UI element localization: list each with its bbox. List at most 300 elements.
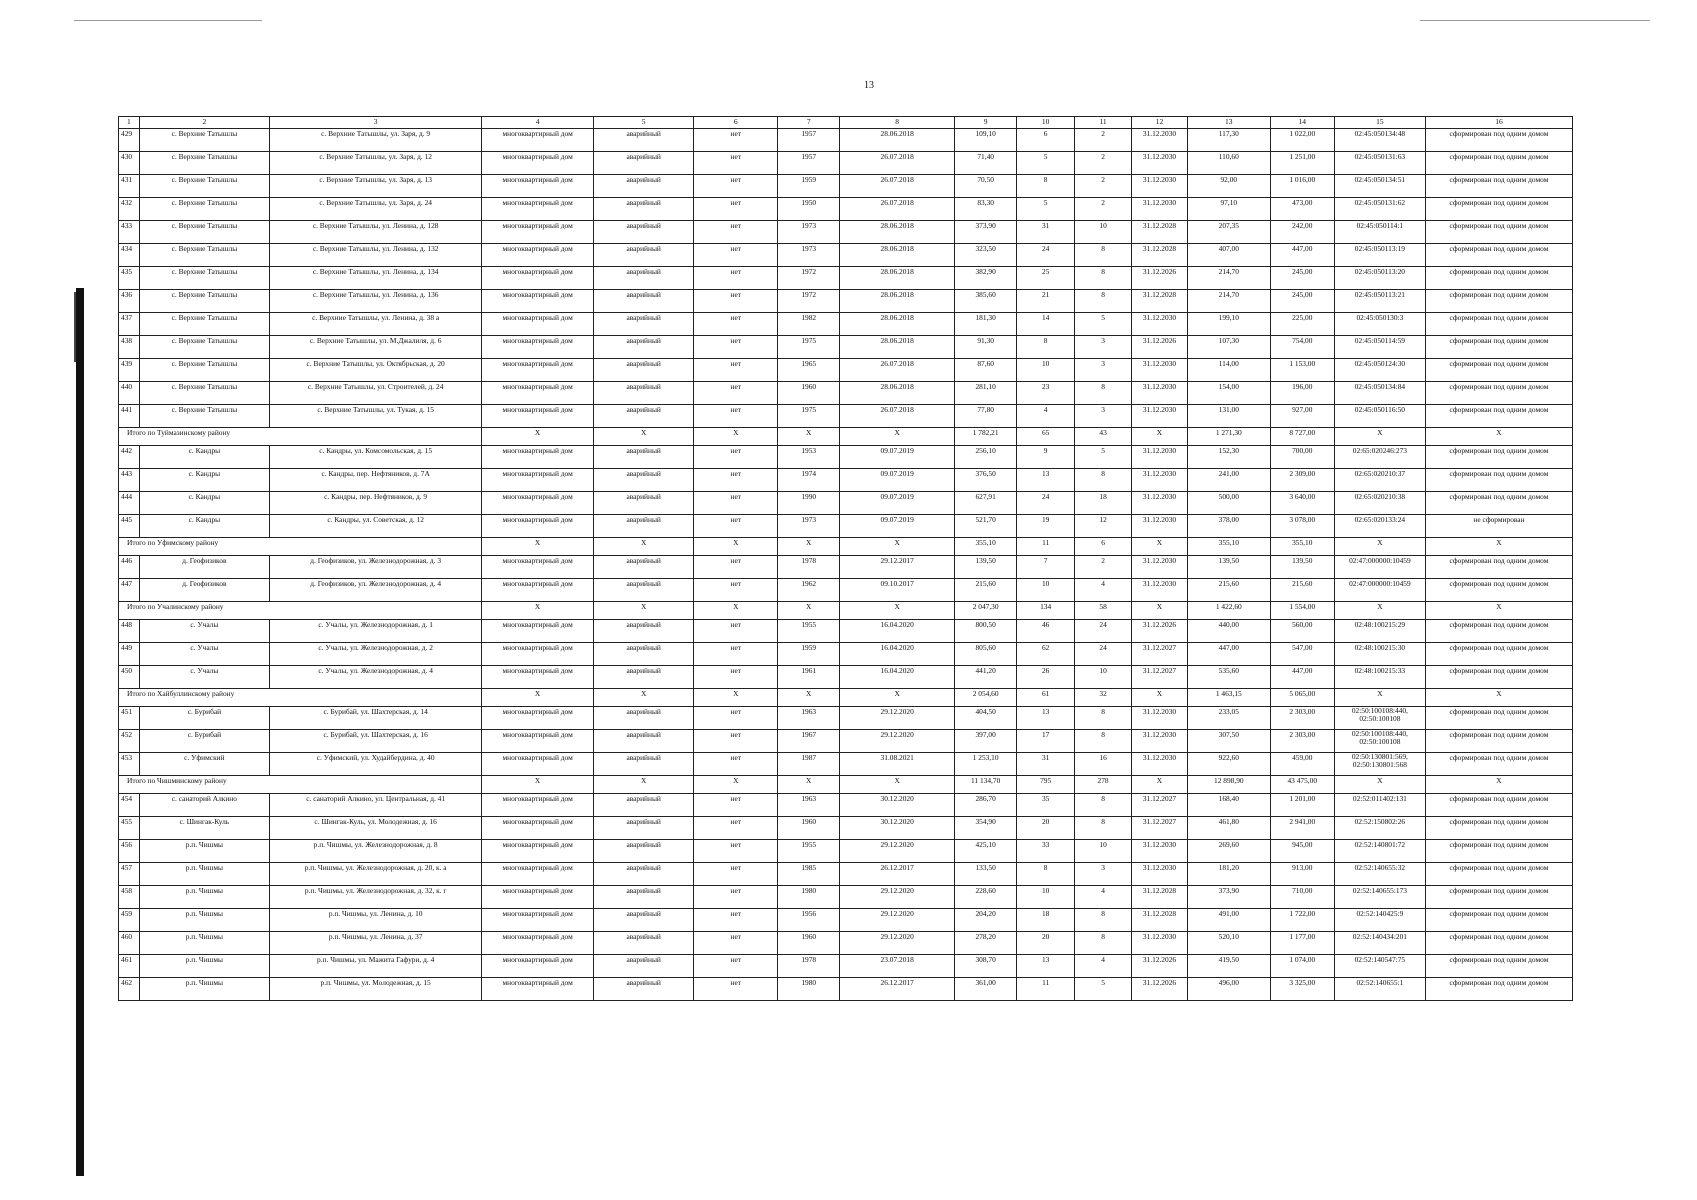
table-row: [119, 978, 1573, 1001]
column-header: 8: [840, 117, 955, 129]
table-cell: 1987: [778, 753, 840, 776]
table-cell: с. Верхние Татышлы, ул. Ленина, д. 38 а: [270, 313, 482, 336]
table-cell: 117,30: [1187, 129, 1270, 152]
total-cell: 1 271,30: [1187, 428, 1270, 446]
table-cell: 376,50: [955, 469, 1017, 492]
table-row: [119, 955, 1573, 978]
table-cell: аварийный: [593, 267, 693, 290]
table-cell: многоквартирный дом: [482, 198, 594, 221]
table-cell: 87,60: [955, 359, 1017, 382]
table-cell: сформирован под одним домом: [1425, 290, 1572, 313]
table-cell: 459: [119, 909, 140, 932]
table-cell: 1962: [778, 579, 840, 602]
table-cell: с. Кандры, пер. Нефтяников, д. 7А: [270, 469, 482, 492]
table-row: [119, 556, 1573, 579]
district-total-label: Итого по Туймазинскому району: [119, 428, 482, 446]
table-cell: 256,10: [955, 446, 1017, 469]
table-cell: 419,50: [1187, 955, 1270, 978]
table-cell: р.п. Чишмы, ул. Железнодорожная, д. 20, к. а: [270, 863, 482, 886]
table-cell: сформирован под одним домом: [1425, 643, 1572, 666]
table-cell: с. Кандры: [139, 469, 269, 492]
table-cell: 8: [1075, 730, 1132, 753]
table-cell: 710,00: [1270, 886, 1334, 909]
table-cell: 28.06.2018: [840, 290, 955, 313]
table-cell: аварийный: [593, 978, 693, 1001]
table-cell: нет: [694, 863, 778, 886]
total-cell: X: [1132, 776, 1188, 794]
table-cell: 452: [119, 730, 140, 753]
table-cell: 5: [1017, 198, 1075, 221]
table-cell: 430: [119, 152, 140, 175]
table-cell: 26.07.2018: [840, 359, 955, 382]
table-cell: 453: [119, 753, 140, 776]
table-cell: 26.12.2017: [840, 863, 955, 886]
table-cell: 97,10: [1187, 198, 1270, 221]
table-cell: 02:45:050134:84: [1334, 382, 1425, 405]
table-cell: 3 640,00: [1270, 492, 1334, 515]
table-cell: 02:65:020246:273: [1334, 446, 1425, 469]
table-cell: 02:48:100215:30: [1334, 643, 1425, 666]
total-cell: 11 134,70: [955, 776, 1017, 794]
table-cell: нет: [694, 469, 778, 492]
table-cell: многоквартирный дом: [482, 492, 594, 515]
table-cell: 31: [1017, 221, 1075, 244]
table-cell: многоквартирный дом: [482, 579, 594, 602]
table-cell: 433: [119, 221, 140, 244]
table-cell: 1978: [778, 955, 840, 978]
table-cell: 181,20: [1187, 863, 1270, 886]
table-cell: сформирован под одним домом: [1425, 469, 1572, 492]
table-cell: 31.12.2030: [1132, 753, 1188, 776]
table-cell: 1953: [778, 446, 840, 469]
table-cell: 281,10: [955, 382, 1017, 405]
column-number-row: [119, 117, 1573, 129]
table-cell: 12: [1075, 515, 1132, 538]
table-cell: 754,00: [1270, 336, 1334, 359]
table-cell: 09.07.2019: [840, 446, 955, 469]
table-cell: 26.12.2017: [840, 978, 955, 1001]
table-cell: 31.12.2030: [1132, 313, 1188, 336]
table-cell: 131,00: [1187, 405, 1270, 428]
table-cell: р.п. Чишмы: [139, 909, 269, 932]
table-cell: нет: [694, 382, 778, 405]
table-cell: 31.12.2026: [1132, 267, 1188, 290]
table-row: [119, 707, 1573, 730]
table-cell: с. Верхние Татышлы: [139, 359, 269, 382]
table-cell: нет: [694, 666, 778, 689]
table-cell: р.п. Чишмы: [139, 955, 269, 978]
table-cell: с. Бурибай, ул. Шахтерская, д. 16: [270, 730, 482, 753]
table-cell: многоквартирный дом: [482, 129, 594, 152]
table-cell: 31.12.2027: [1132, 643, 1188, 666]
total-cell: X: [840, 776, 955, 794]
table-cell: 16: [1075, 753, 1132, 776]
table-cell: 02:45:050130:3: [1334, 313, 1425, 336]
table-cell: 33: [1017, 840, 1075, 863]
table-cell: с. Верхние Татышлы: [139, 198, 269, 221]
table-row: [119, 753, 1573, 776]
table-cell: 31.12.2026: [1132, 955, 1188, 978]
table-cell: 447,00: [1270, 666, 1334, 689]
table-cell: сформирован под одним домом: [1425, 753, 1572, 776]
table-cell: нет: [694, 579, 778, 602]
table-cell: 25: [1017, 267, 1075, 290]
table-cell: 1 022,00: [1270, 129, 1334, 152]
table-cell: многоквартирный дом: [482, 267, 594, 290]
table-cell: нет: [694, 290, 778, 313]
table-cell: нет: [694, 643, 778, 666]
table-cell: 02:45:050124:30: [1334, 359, 1425, 382]
table-row: [119, 359, 1573, 382]
total-cell: 795: [1017, 776, 1075, 794]
table-row: [119, 840, 1573, 863]
table-cell: 28.06.2018: [840, 267, 955, 290]
table-row: [119, 515, 1573, 538]
column-header: 14: [1270, 117, 1334, 129]
table-cell: 29.12.2020: [840, 886, 955, 909]
table-cell: 447,00: [1187, 643, 1270, 666]
table-cell: 133,50: [955, 863, 1017, 886]
table-cell: 922,60: [1187, 753, 1270, 776]
table-cell: 3: [1075, 359, 1132, 382]
table-cell: р.п. Чишмы, ул. Железнодорожная, д. 8: [270, 840, 482, 863]
table-cell: 2 303,00: [1270, 707, 1334, 730]
table-cell: 805,60: [955, 643, 1017, 666]
column-header: 12: [1132, 117, 1188, 129]
table-cell: 1974: [778, 469, 840, 492]
table-cell: 441: [119, 405, 140, 428]
table-cell: 31.12.2030: [1132, 469, 1188, 492]
total-cell: 134: [1017, 602, 1075, 620]
table-cell: 378,00: [1187, 515, 1270, 538]
table-cell: 443: [119, 469, 140, 492]
table-cell: нет: [694, 707, 778, 730]
table-cell: с. Верхние Татышлы: [139, 152, 269, 175]
table-cell: 215,60: [1270, 579, 1334, 602]
table-cell: многоквартирный дом: [482, 707, 594, 730]
table-cell: 1985: [778, 863, 840, 886]
table-cell: аварийный: [593, 469, 693, 492]
table-cell: аварийный: [593, 794, 693, 817]
table-cell: 434: [119, 244, 140, 267]
table-cell: 3: [1075, 336, 1132, 359]
table-cell: 436: [119, 290, 140, 313]
table-cell: 1975: [778, 405, 840, 428]
table-cell: 404,50: [955, 707, 1017, 730]
table-cell: 13: [1017, 469, 1075, 492]
table-cell: аварийный: [593, 620, 693, 643]
table-cell: нет: [694, 730, 778, 753]
table-cell: 02:65:020133:24: [1334, 515, 1425, 538]
table-cell: не сформирован: [1425, 515, 1572, 538]
table-cell: аварийный: [593, 753, 693, 776]
table-cell: с. Учалы: [139, 666, 269, 689]
table-cell: 31.12.2027: [1132, 666, 1188, 689]
total-cell: X: [778, 689, 840, 707]
total-cell: X: [1334, 538, 1425, 556]
table-cell: сформирован под одним домом: [1425, 359, 1572, 382]
table-cell: аварийный: [593, 336, 693, 359]
table-cell: 31.12.2026: [1132, 620, 1188, 643]
table-cell: 8: [1075, 909, 1132, 932]
table-cell: 1 253,10: [955, 753, 1017, 776]
table-cell: 438: [119, 336, 140, 359]
table-cell: 278,20: [955, 932, 1017, 955]
total-cell: 43 475,00: [1270, 776, 1334, 794]
table-cell: 02:52:140425:9: [1334, 909, 1425, 932]
table-row: [119, 730, 1573, 753]
table-cell: 462: [119, 978, 140, 1001]
table-cell: 31.12.2030: [1132, 359, 1188, 382]
table-cell: 8: [1075, 267, 1132, 290]
table-cell: 26.07.2018: [840, 152, 955, 175]
table-cell: 473,00: [1270, 198, 1334, 221]
table-cell: сформирован под одним домом: [1425, 932, 1572, 955]
table-cell: 455: [119, 817, 140, 840]
table-cell: 28.06.2018: [840, 244, 955, 267]
column-header: 10: [1017, 117, 1075, 129]
table-cell: с. Верхние Татышлы, ул. Тукая, д. 15: [270, 405, 482, 428]
table-cell: с. Учалы, ул. Железнодорожная, д. 4: [270, 666, 482, 689]
table-cell: с. Кандры, ул. Комсомольская, д. 15: [270, 446, 482, 469]
table-cell: 1960: [778, 382, 840, 405]
table-cell: 20: [1017, 817, 1075, 840]
table-cell: 107,30: [1187, 336, 1270, 359]
district-total-label: Итого по Уфимскому району: [119, 538, 482, 556]
table-cell: с. Верхние Татышлы, ул. Заря, д. 24: [270, 198, 482, 221]
table-cell: сформирован под одним домом: [1425, 267, 1572, 290]
table-cell: 207,35: [1187, 221, 1270, 244]
table-cell: аварийный: [593, 817, 693, 840]
table-cell: 8: [1075, 817, 1132, 840]
table-cell: 1956: [778, 909, 840, 932]
table-cell: 16.04.2020: [840, 620, 955, 643]
column-header: 3: [270, 117, 482, 129]
table-cell: 521,70: [955, 515, 1017, 538]
table-cell: 168,40: [1187, 794, 1270, 817]
table-cell: сформирован под одним домом: [1425, 666, 1572, 689]
table-cell: р.п. Чишмы, ул. Молодежная, д. 15: [270, 978, 482, 1001]
table-cell: с. Верхние Татышлы, ул. Заря, д. 12: [270, 152, 482, 175]
table-cell: 139,50: [1187, 556, 1270, 579]
table-cell: 225,00: [1270, 313, 1334, 336]
table-cell: 431: [119, 175, 140, 198]
table-cell: нет: [694, 244, 778, 267]
table-cell: 02:52:140655:1: [1334, 978, 1425, 1001]
table-cell: многоквартирный дом: [482, 244, 594, 267]
table-cell: 181,30: [955, 313, 1017, 336]
table-cell: 308,70: [955, 955, 1017, 978]
table-cell: аварийный: [593, 175, 693, 198]
table-cell: аварийный: [593, 955, 693, 978]
table-cell: нет: [694, 978, 778, 1001]
table-cell: с. Верхние Татышлы: [139, 244, 269, 267]
table-cell: с. Учалы: [139, 620, 269, 643]
table-cell: аварийный: [593, 359, 693, 382]
table-cell: 2: [1075, 175, 1132, 198]
table-cell: 31.12.2030: [1132, 152, 1188, 175]
table-cell: 458: [119, 886, 140, 909]
table-cell: 09.07.2019: [840, 492, 955, 515]
table-cell: 83,30: [955, 198, 1017, 221]
table-cell: 440,00: [1187, 620, 1270, 643]
table-cell: 02:45:050113:20: [1334, 267, 1425, 290]
table-cell: нет: [694, 175, 778, 198]
table-row: [119, 794, 1573, 817]
table-cell: 46: [1017, 620, 1075, 643]
table-cell: 444: [119, 492, 140, 515]
table-cell: аварийный: [593, 198, 693, 221]
table-cell: 31.12.2030: [1132, 932, 1188, 955]
table-cell: 29.12.2020: [840, 909, 955, 932]
table-cell: 1 201,00: [1270, 794, 1334, 817]
table-cell: 31: [1017, 753, 1075, 776]
table-cell: 373,90: [1187, 886, 1270, 909]
table-cell: 02:65:020210:37: [1334, 469, 1425, 492]
table-cell: аварийный: [593, 446, 693, 469]
table-cell: 241,00: [1187, 469, 1270, 492]
table-cell: 1973: [778, 221, 840, 244]
total-cell: 355,10: [1270, 538, 1334, 556]
total-cell: X: [1425, 538, 1572, 556]
table-cell: аварийный: [593, 152, 693, 175]
table-cell: аварийный: [593, 290, 693, 313]
table-cell: 491,00: [1187, 909, 1270, 932]
table-cell: многоквартирный дом: [482, 221, 594, 244]
table-cell: 1 251,00: [1270, 152, 1334, 175]
table-cell: многоквартирный дом: [482, 336, 594, 359]
column-header: 2: [139, 117, 269, 129]
table-cell: 31.12.2027: [1132, 794, 1188, 817]
table-cell: 1975: [778, 336, 840, 359]
table-cell: 02:52:011402:131: [1334, 794, 1425, 817]
table-cell: 8: [1017, 336, 1075, 359]
table-cell: 1973: [778, 515, 840, 538]
table-cell: 29.12.2020: [840, 840, 955, 863]
table-row: [119, 620, 1573, 643]
table-cell: сформирован под одним домом: [1425, 955, 1572, 978]
table-cell: 8: [1075, 469, 1132, 492]
total-cell: 12 898,90: [1187, 776, 1270, 794]
table-cell: 2: [1075, 129, 1132, 152]
district-total-row: [119, 428, 1573, 446]
total-cell: X: [482, 689, 594, 707]
table-cell: сформирован под одним домом: [1425, 863, 1572, 886]
table-cell: 18: [1017, 909, 1075, 932]
table-cell: 5: [1075, 313, 1132, 336]
table-cell: аварийный: [593, 579, 693, 602]
table-cell: 8: [1075, 382, 1132, 405]
total-cell: 355,10: [1187, 538, 1270, 556]
table-cell: сформирован под одним домом: [1425, 221, 1572, 244]
table-cell: с. Верхние Татышлы: [139, 336, 269, 359]
table-cell: 31.12.2030: [1132, 129, 1188, 152]
table-cell: 23: [1017, 382, 1075, 405]
table-cell: 382,90: [955, 267, 1017, 290]
table-cell: 11: [1017, 978, 1075, 1001]
table-cell: 447,00: [1270, 244, 1334, 267]
table-cell: многоквартирный дом: [482, 932, 594, 955]
table-cell: многоквартирный дом: [482, 978, 594, 1001]
table-cell: р.п. Чишмы: [139, 932, 269, 955]
table-cell: 451: [119, 707, 140, 730]
table-cell: 31.12.2030: [1132, 579, 1188, 602]
table-cell: 29.12.2020: [840, 707, 955, 730]
table-cell: с. Верхние Татышлы, ул. Заря, д. 9: [270, 129, 482, 152]
table-cell: 13: [1017, 955, 1075, 978]
table-cell: многоквартирный дом: [482, 290, 594, 313]
table-cell: с. Учалы: [139, 643, 269, 666]
table-cell: 9: [1017, 446, 1075, 469]
table-cell: с. Верхние Татышлы, ул. Ленина, д. 128: [270, 221, 482, 244]
table-cell: 62: [1017, 643, 1075, 666]
table-cell: аварийный: [593, 932, 693, 955]
table-cell: аварийный: [593, 129, 693, 152]
column-header: 15: [1334, 117, 1425, 129]
total-cell: X: [593, 689, 693, 707]
table-cell: 440: [119, 382, 140, 405]
table-cell: 245,00: [1270, 267, 1334, 290]
table-row: [119, 817, 1573, 840]
table-cell: с. Верхние Татышлы: [139, 129, 269, 152]
table-cell: 114,00: [1187, 359, 1270, 382]
table-cell: 457: [119, 863, 140, 886]
column-header: 7: [778, 117, 840, 129]
table-cell: 26.07.2018: [840, 175, 955, 198]
table-cell: нет: [694, 267, 778, 290]
total-cell: X: [1425, 776, 1572, 794]
table-cell: 196,00: [1270, 382, 1334, 405]
column-header: 16: [1425, 117, 1572, 129]
table-row: [119, 336, 1573, 359]
table-cell: 31.12.2028: [1132, 244, 1188, 267]
table-cell: р.п. Чишмы: [139, 840, 269, 863]
table-cell: 1978: [778, 556, 840, 579]
table-cell: нет: [694, 221, 778, 244]
table-cell: 5: [1017, 152, 1075, 175]
table-cell: 02:45:050134:51: [1334, 175, 1425, 198]
table-cell: сформирован под одним домом: [1425, 129, 1572, 152]
table-cell: 10: [1017, 886, 1075, 909]
table-cell: аварийный: [593, 492, 693, 515]
table-cell: 1955: [778, 840, 840, 863]
table-cell: 02:50:100108:440, 02:50:100108: [1334, 707, 1425, 730]
total-cell: X: [1334, 428, 1425, 446]
table-cell: 139,50: [955, 556, 1017, 579]
table-cell: 1972: [778, 290, 840, 313]
table-cell: 459,00: [1270, 753, 1334, 776]
table-cell: нет: [694, 313, 778, 336]
table-cell: многоквартирный дом: [482, 730, 594, 753]
table-cell: сформирован под одним домом: [1425, 492, 1572, 515]
table-cell: 204,20: [955, 909, 1017, 932]
table-cell: 1972: [778, 267, 840, 290]
total-cell: X: [694, 428, 778, 446]
table-cell: 31.12.2026: [1132, 978, 1188, 1001]
table-cell: многоквартирный дом: [482, 794, 594, 817]
table-cell: аварийный: [593, 840, 693, 863]
table-cell: многоквартирный дом: [482, 753, 594, 776]
table-row: [119, 666, 1573, 689]
table-cell: 26: [1017, 666, 1075, 689]
column-header: 4: [482, 117, 594, 129]
table-cell: 354,90: [955, 817, 1017, 840]
table-cell: 913,00: [1270, 863, 1334, 886]
table-cell: с. Верхние Татышлы, ул. М.Джалиля, д. 6: [270, 336, 482, 359]
total-cell: 65: [1017, 428, 1075, 446]
table-cell: нет: [694, 840, 778, 863]
table-cell: 448: [119, 620, 140, 643]
